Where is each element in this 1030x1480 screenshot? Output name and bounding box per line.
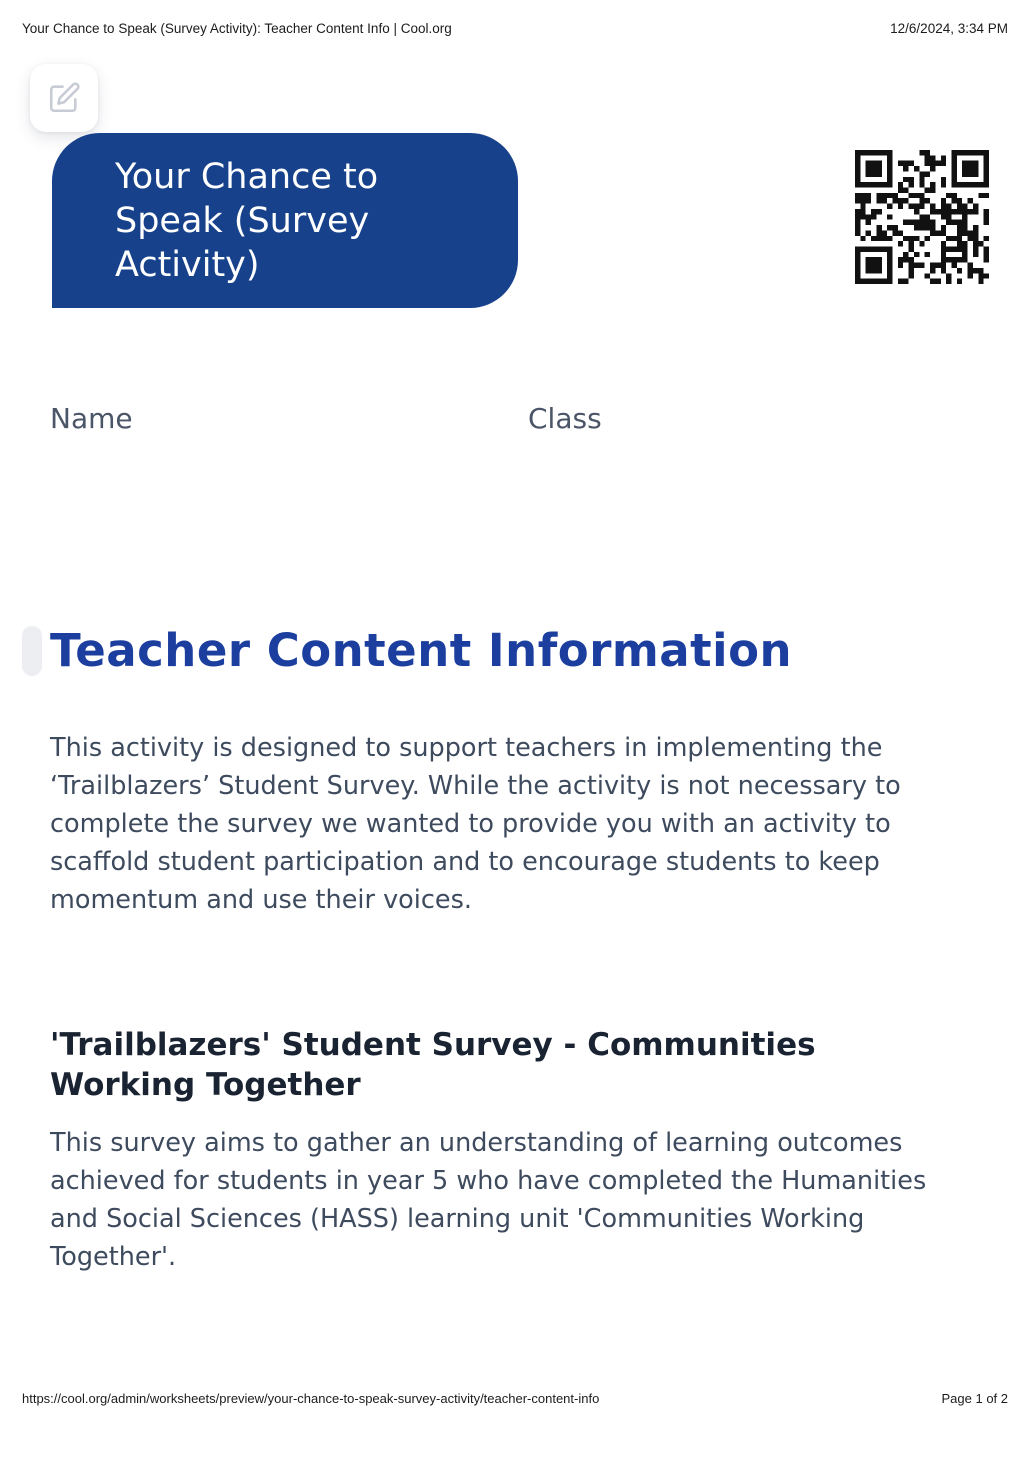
- print-header: [22, 21, 1008, 36]
- print-header-timestamp: 12/6/2024, 3:34 PM: [890, 21, 1008, 36]
- subsection-heading: 'Trailblazers' Student Survey - Communities Working Together: [50, 1027, 816, 1103]
- print-footer-url: https://cool.org/admin/worksheets/preview/your-chance-to-speak-survey-activity/teacher-content-info: [22, 1391, 600, 1406]
- section-heading: Teacher Content Information: [50, 624, 793, 677]
- print-footer-page: Page 1 of 2: [941, 1391, 1008, 1406]
- print-footer: [22, 1391, 1008, 1406]
- class-label: Class: [528, 402, 602, 435]
- worksheet-title-card: [52, 133, 518, 308]
- name-label: Name: [50, 402, 133, 435]
- edit-button[interactable]: [30, 64, 98, 132]
- edit-icon: [47, 81, 81, 115]
- print-header-title: Your Chance to Speak (Survey Activity): Teacher Content Info | Cool.org: [22, 21, 452, 36]
- section-intro-paragraph: This activity is designed to support teachers in implementing the ‘Trailblazers’ Student Survey. While the activity is not necessary to complete the survey we wanted to provide you with an activity to scaffold student participation and to encourage students to keep momentum and use their voices.: [50, 733, 901, 915]
- subsection-body-paragraph: This survey aims to gather an understanding of learning outcomes achieved for students in year 5 who have completed the Humanities and Social Sciences (HASS) learning unit 'Communities Working Together'.: [50, 1128, 927, 1272]
- worksheet-title: Your Chance to Speak (Survey Activity): [115, 156, 379, 285]
- section-heading-row: [22, 624, 792, 677]
- accent-bar: [22, 626, 42, 676]
- qr-code: [855, 150, 989, 284]
